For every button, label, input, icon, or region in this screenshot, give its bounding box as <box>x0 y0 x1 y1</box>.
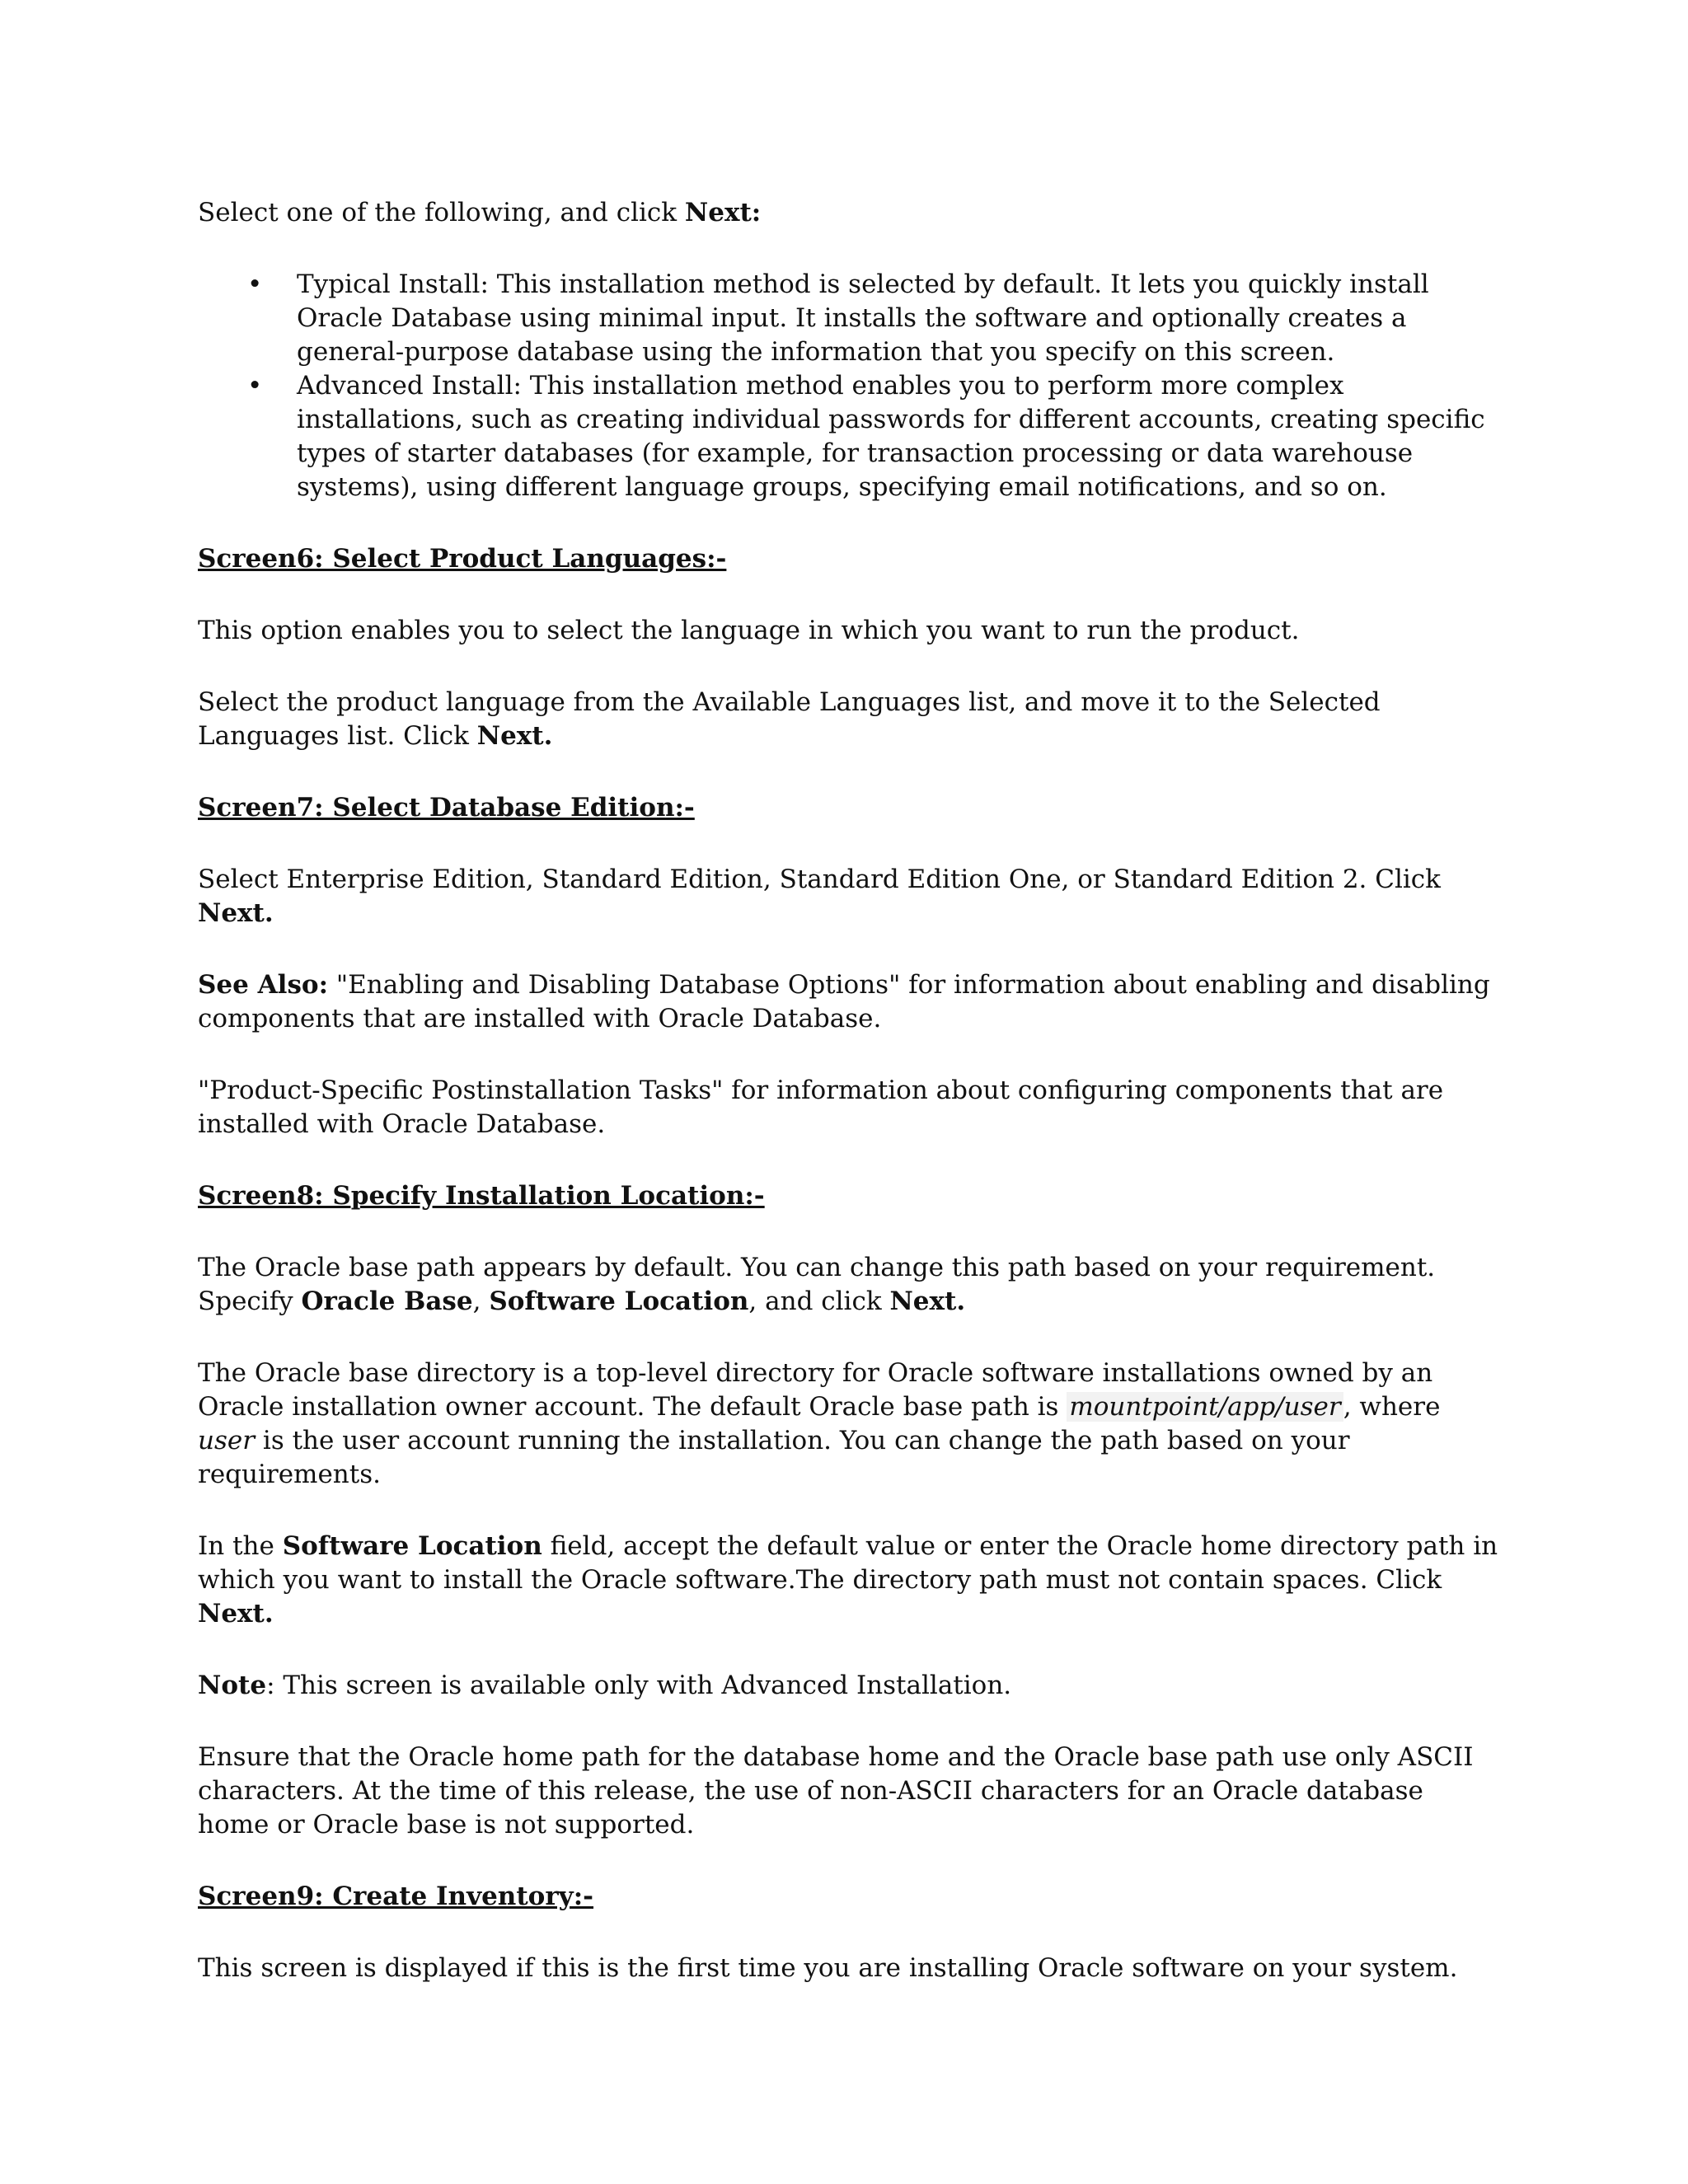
screen7-paragraph-1 <box>198 863 1500 930</box>
note-label: Note <box>198 1671 267 1700</box>
screen9-paragraph-1: This screen is displayed if this is the first time you are installing Oracle software on your system. <box>198 1953 1458 1983</box>
screen8-note <box>198 1669 1500 1703</box>
note-text: : This screen is available only with Advanced Installation. <box>266 1671 1012 1700</box>
intro-text: Select one of the following, and click <box>198 198 685 227</box>
screen8-p1-click: , and click <box>748 1286 890 1316</box>
screen8-p1-next: Next. <box>889 1286 966 1316</box>
screen6-p2-next: Next. <box>476 721 553 751</box>
screen8-paragraph-3 <box>198 1530 1500 1631</box>
screen8-paragraph-2 <box>198 1357 1500 1492</box>
user-term: user <box>198 1426 256 1455</box>
heading-screen8: Screen8: Specify Installation Location:- <box>198 1181 765 1211</box>
screen7-p1-next: Next. <box>198 898 274 928</box>
screen8-paragraph-1 <box>198 1251 1500 1319</box>
screen8-p1-text: The Oracle base path appears by default. You can change this path based on your requirement. Specify <box>198 1253 1436 1316</box>
screen8-p2-text: The Oracle base directory is a top-level directory for Oracle software installations owned by an Oracle installation owner account. The default Oracle base path is <box>198 1358 1433 1422</box>
screen7-p1-text: Select Enterprise Edition, Standard Edition, Standard Edition One, or Standard Edition 2. Click <box>198 865 1441 894</box>
list-item-typical-install: • Typical Install: This installation method is selected by default. It lets you quickly install Oracle Database using minimal input. It installs the software and optionally creates a general-purpose database using the information that you specify on this screen. <box>297 268 1500 369</box>
see-also-label: See Also: <box>198 970 329 1000</box>
screen8-p3-next: Next. <box>198 1599 274 1629</box>
software-location-field-term: Software Location <box>282 1531 542 1561</box>
screen7-paragraph-3: "Product-Specific Postinstallation Tasks" for information about configuring components that are installed with Oracle Database. <box>198 1076 1444 1139</box>
heading-screen9: Screen9: Create Inventory:- <box>198 1882 594 1911</box>
document-page <box>198 196 1500 2023</box>
see-also-text: "Enabling and Disabling Database Options" for information about enabling and disabling components that are installed with Oracle Database. <box>198 970 1490 1033</box>
install-options-list <box>198 268 1500 504</box>
intro-next: Next: <box>684 198 762 227</box>
screen8-p2-rest: is the user account running the installation. You can change the path based on your requirements. <box>198 1426 1350 1489</box>
screen7-see-also <box>198 968 1500 1036</box>
intro-paragraph <box>198 196 1500 230</box>
heading-screen6: Screen6: Select Product Languages:- <box>198 544 727 574</box>
screen6-paragraph-1: This option enables you to select the language in which you want to run the product. <box>198 616 1300 645</box>
default-base-path: mountpoint/app/user <box>1067 1392 1343 1422</box>
screen6-p2-text: Select the product language from the Available Languages list, and move it to the Selected Languages list. Click <box>198 687 1381 751</box>
list-item-advanced-install: • Advanced Install: This installation method enables you to perform more complex installations, such as creating individual passwords for different accounts, creating specific types of starter databases (for example, for transaction processing or data warehouse systems), using different language groups, specifying email notifications, and so on. <box>297 369 1500 504</box>
screen8-p3-text: In the <box>198 1531 283 1561</box>
screen8-p2-where: , where <box>1343 1392 1441 1422</box>
oracle-base-term: Oracle Base <box>301 1286 473 1316</box>
software-location-term: Software Location <box>489 1286 749 1316</box>
screen8-p1-comma: , <box>472 1286 490 1316</box>
heading-screen7: Screen7: Select Database Edition:- <box>198 793 695 823</box>
screen8-p3-rest: field, accept the default value or enter the Oracle home directory path in which you want to install the Oracle software.The directory path must not contain spaces. Click <box>198 1531 1498 1595</box>
screen8-paragraph-5: Ensure that the Oracle home path for the database home and the Oracle base path use only ASCII characters. At the time of this release, the use of non-ASCII characters for an Oracle database home or Oracle base is not supported. <box>198 1742 1474 1840</box>
screen6-paragraph-2 <box>198 686 1500 753</box>
